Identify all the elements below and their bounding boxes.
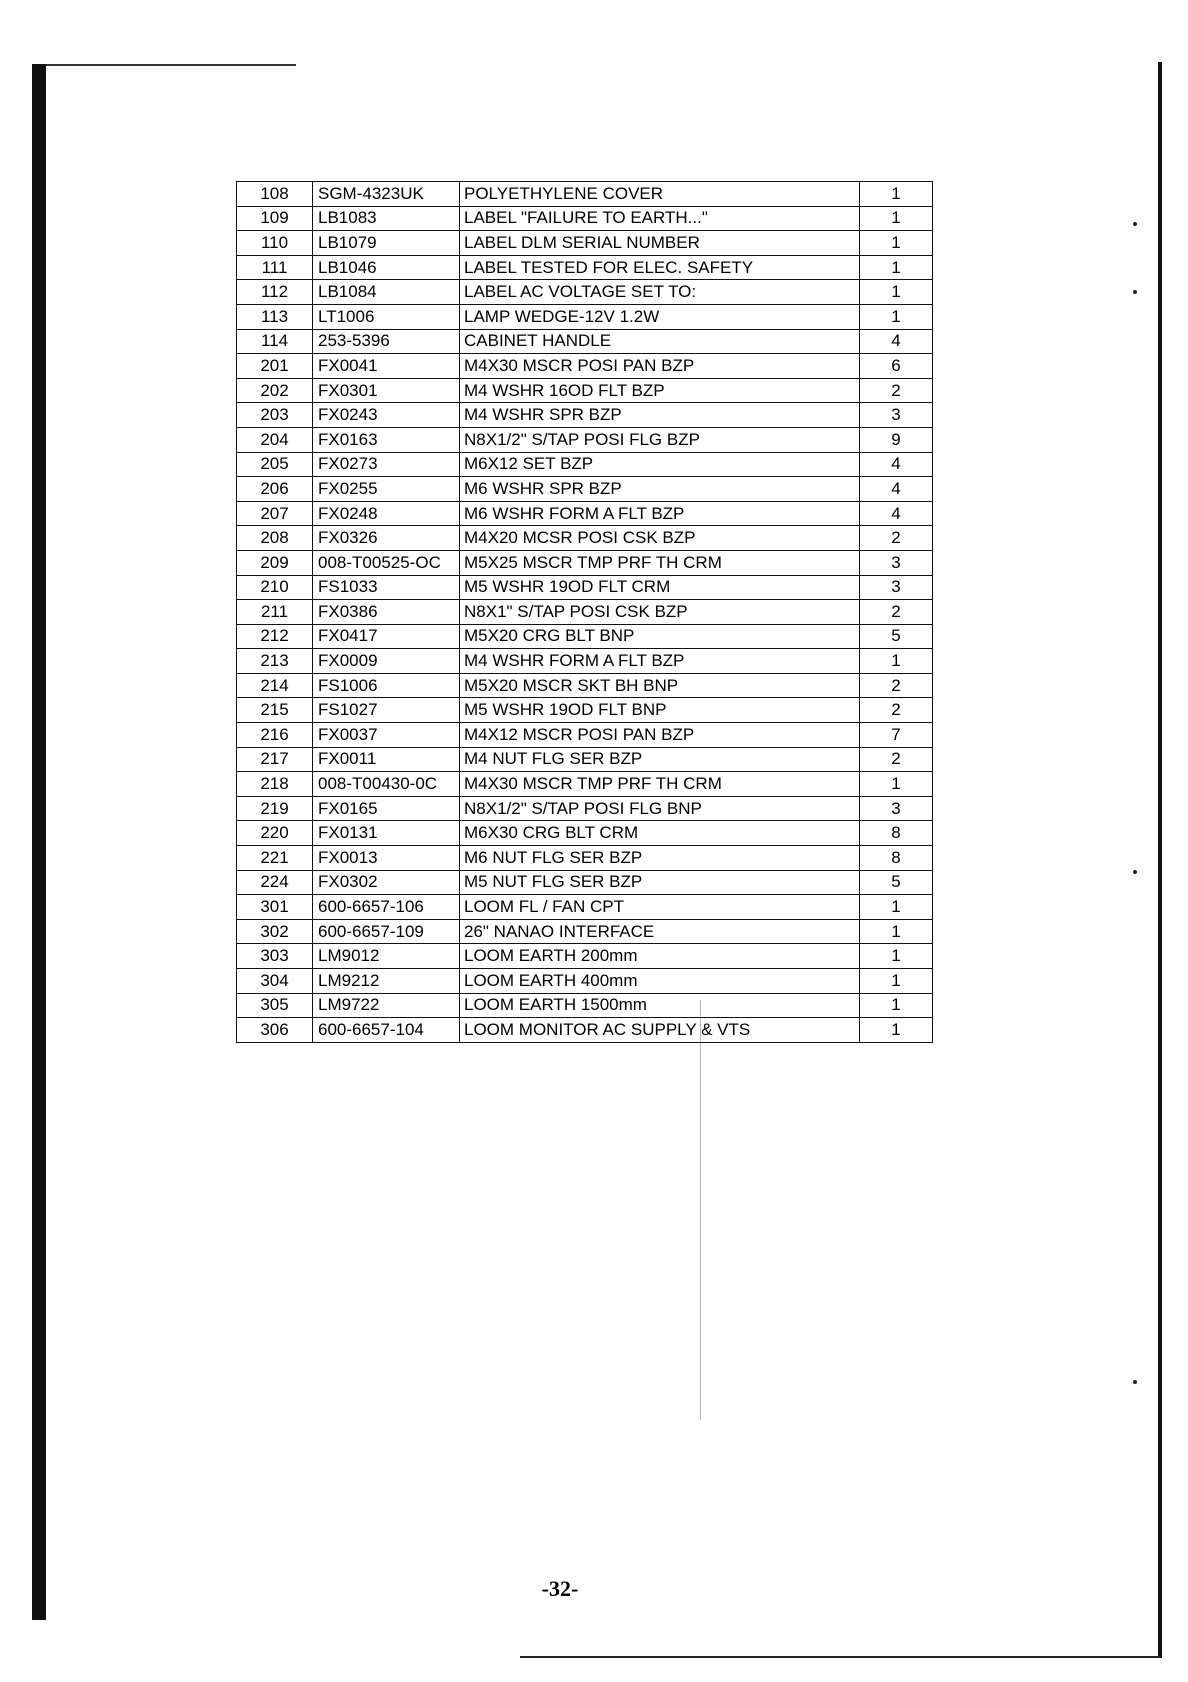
- description-cell: M6 WSHR SPR BZP: [460, 477, 860, 502]
- part-number-cell: SGM-4323UK: [313, 182, 460, 207]
- table-row: [237, 895, 933, 920]
- description-cell: M4 WSHR FORM A FLT BZP: [460, 649, 860, 674]
- description-cell: M6X30 CRG BLT CRM: [460, 821, 860, 846]
- table-row: [237, 600, 933, 625]
- table-row: [237, 796, 933, 821]
- quantity-cell: 1: [860, 231, 933, 256]
- table-row: [237, 673, 933, 698]
- table-row: [237, 969, 933, 994]
- item-number-cell: 207: [237, 501, 313, 526]
- table-row: [237, 944, 933, 969]
- part-number-cell: FX0255: [313, 477, 460, 502]
- part-number-cell: FX0386: [313, 600, 460, 625]
- description-cell: LABEL TESTED FOR ELEC. SAFETY: [460, 255, 860, 280]
- item-number-cell: 205: [237, 452, 313, 477]
- table-row: [237, 329, 933, 354]
- description-cell: POLYETHYLENE COVER: [460, 182, 860, 207]
- description-cell: LOOM MONITOR AC SUPPLY & VTS: [460, 1018, 860, 1043]
- table-row: [237, 427, 933, 452]
- description-cell: N8X1" S/TAP POSI CSK BZP: [460, 600, 860, 625]
- description-cell: M4X30 MSCR TMP PRF TH CRM: [460, 772, 860, 797]
- item-number-cell: 110: [237, 231, 313, 256]
- scan-top-edge: [46, 64, 296, 66]
- quantity-cell: 2: [860, 673, 933, 698]
- quantity-cell: 1: [860, 255, 933, 280]
- scan-speck: [1133, 290, 1137, 294]
- item-number-cell: 305: [237, 993, 313, 1018]
- description-cell: M4X12 MSCR POSI PAN BZP: [460, 723, 860, 748]
- description-cell: M5X20 CRG BLT BNP: [460, 624, 860, 649]
- quantity-cell: 1: [860, 895, 933, 920]
- item-number-cell: 215: [237, 698, 313, 723]
- description-cell: M5 WSHR 19OD FLT BNP: [460, 698, 860, 723]
- scan-speck: [1133, 222, 1137, 226]
- item-number-cell: 224: [237, 870, 313, 895]
- part-number-cell: LT1006: [313, 304, 460, 329]
- page-number: -32-: [541, 1576, 579, 1601]
- description-cell: N8X1/2" S/TAP POSI FLG BNP: [460, 796, 860, 821]
- quantity-cell: 2: [860, 747, 933, 772]
- part-number-cell: FX0011: [313, 747, 460, 772]
- table-row: [237, 501, 933, 526]
- table-row: [237, 280, 933, 305]
- scan-speck: [1133, 870, 1137, 874]
- table-row: [237, 550, 933, 575]
- part-number-cell: FX0009: [313, 649, 460, 674]
- description-cell: M4 WSHR 16OD FLT BZP: [460, 378, 860, 403]
- quantity-cell: 5: [860, 870, 933, 895]
- item-number-cell: 217: [237, 747, 313, 772]
- part-number-cell: FX0302: [313, 870, 460, 895]
- quantity-cell: 2: [860, 378, 933, 403]
- table-row: [237, 747, 933, 772]
- quantity-cell: 2: [860, 526, 933, 551]
- part-number-cell: LM9722: [313, 993, 460, 1018]
- item-number-cell: 221: [237, 846, 313, 871]
- item-number-cell: 218: [237, 772, 313, 797]
- scan-right-edge: [1158, 62, 1162, 1658]
- item-number-cell: 202: [237, 378, 313, 403]
- parts-list-body: [237, 182, 933, 1043]
- item-number-cell: 209: [237, 550, 313, 575]
- part-number-cell: FX0037: [313, 723, 460, 748]
- description-cell: 26" NANAO INTERFACE: [460, 919, 860, 944]
- description-cell: N8X1/2" S/TAP POSI FLG BZP: [460, 427, 860, 452]
- part-number-cell: FX0013: [313, 846, 460, 871]
- description-cell: M5 NUT FLG SER BZP: [460, 870, 860, 895]
- table-row: [237, 378, 933, 403]
- table-row: [237, 255, 933, 280]
- part-number-cell: LB1079: [313, 231, 460, 256]
- item-number-cell: 216: [237, 723, 313, 748]
- quantity-cell: 1: [860, 280, 933, 305]
- table-row: [237, 452, 933, 477]
- table-row: [237, 624, 933, 649]
- quantity-cell: 2: [860, 600, 933, 625]
- description-cell: LABEL AC VOLTAGE SET TO:: [460, 280, 860, 305]
- table-row: [237, 846, 933, 871]
- quantity-cell: 1: [860, 944, 933, 969]
- table-row: [237, 354, 933, 379]
- part-number-cell: LB1084: [313, 280, 460, 305]
- quantity-cell: 9: [860, 427, 933, 452]
- quantity-cell: 1: [860, 919, 933, 944]
- scan-bottom-edge: [520, 1656, 1160, 1658]
- quantity-cell: 5: [860, 624, 933, 649]
- quantity-cell: 3: [860, 575, 933, 600]
- item-number-cell: 108: [237, 182, 313, 207]
- part-number-cell: LM9212: [313, 969, 460, 994]
- quantity-cell: 1: [860, 304, 933, 329]
- scan-fold-line: [700, 1000, 701, 1420]
- quantity-cell: 4: [860, 329, 933, 354]
- description-cell: CABINET HANDLE: [460, 329, 860, 354]
- table-row: [237, 526, 933, 551]
- item-number-cell: 213: [237, 649, 313, 674]
- part-number-cell: FX0165: [313, 796, 460, 821]
- parts-list-table: [236, 181, 933, 1043]
- quantity-cell: 6: [860, 354, 933, 379]
- quantity-cell: 4: [860, 501, 933, 526]
- item-number-cell: 210: [237, 575, 313, 600]
- description-cell: M5 WSHR 19OD FLT CRM: [460, 575, 860, 600]
- table-row: [237, 575, 933, 600]
- part-number-cell: 008-T00525-OC: [313, 550, 460, 575]
- description-cell: LAMP WEDGE-12V 1.2W: [460, 304, 860, 329]
- item-number-cell: 206: [237, 477, 313, 502]
- item-number-cell: 212: [237, 624, 313, 649]
- description-cell: LOOM EARTH 1500mm: [460, 993, 860, 1018]
- quantity-cell: 3: [860, 403, 933, 428]
- quantity-cell: 1: [860, 182, 933, 207]
- quantity-cell: 1: [860, 993, 933, 1018]
- item-number-cell: 211: [237, 600, 313, 625]
- item-number-cell: 113: [237, 304, 313, 329]
- quantity-cell: 4: [860, 452, 933, 477]
- table-row: [237, 919, 933, 944]
- part-number-cell: FS1027: [313, 698, 460, 723]
- item-number-cell: 219: [237, 796, 313, 821]
- table-row: [237, 477, 933, 502]
- quantity-cell: 8: [860, 821, 933, 846]
- part-number-cell: LB1046: [313, 255, 460, 280]
- table-row: [237, 1018, 933, 1043]
- table-row: [237, 698, 933, 723]
- description-cell: M5X25 MSCR TMP PRF TH CRM: [460, 550, 860, 575]
- table-row: [237, 649, 933, 674]
- table-row: [237, 993, 933, 1018]
- item-number-cell: 112: [237, 280, 313, 305]
- part-number-cell: LM9012: [313, 944, 460, 969]
- part-number-cell: FX0326: [313, 526, 460, 551]
- description-cell: M4 WSHR SPR BZP: [460, 403, 860, 428]
- table-row: [237, 403, 933, 428]
- quantity-cell: 1: [860, 206, 933, 231]
- part-number-cell: FX0163: [313, 427, 460, 452]
- item-number-cell: 111: [237, 255, 313, 280]
- item-number-cell: 208: [237, 526, 313, 551]
- quantity-cell: 1: [860, 772, 933, 797]
- part-number-cell: 600-6657-104: [313, 1018, 460, 1043]
- description-cell: LOOM EARTH 200mm: [460, 944, 860, 969]
- description-cell: M5X20 MSCR SKT BH BNP: [460, 673, 860, 698]
- part-number-cell: FX0417: [313, 624, 460, 649]
- item-number-cell: 303: [237, 944, 313, 969]
- scan-speck: [1133, 1380, 1137, 1384]
- table-row: [237, 182, 933, 207]
- table-row: [237, 304, 933, 329]
- quantity-cell: 3: [860, 550, 933, 575]
- quantity-cell: 1: [860, 649, 933, 674]
- part-number-cell: 600-6657-106: [313, 895, 460, 920]
- scan-left-edge: [32, 64, 46, 1620]
- part-number-cell: 008-T00430-0C: [313, 772, 460, 797]
- table-row: [237, 821, 933, 846]
- description-cell: LOOM EARTH 400mm: [460, 969, 860, 994]
- table-row: [237, 206, 933, 231]
- part-number-cell: FX0301: [313, 378, 460, 403]
- description-cell: M6 WSHR FORM A FLT BZP: [460, 501, 860, 526]
- description-cell: M6X12 SET BZP: [460, 452, 860, 477]
- quantity-cell: 1: [860, 1018, 933, 1043]
- quantity-cell: 8: [860, 846, 933, 871]
- description-cell: M6 NUT FLG SER BZP: [460, 846, 860, 871]
- description-cell: M4X30 MSCR POSI PAN BZP: [460, 354, 860, 379]
- quantity-cell: 3: [860, 796, 933, 821]
- item-number-cell: 304: [237, 969, 313, 994]
- description-cell: LOOM FL / FAN CPT: [460, 895, 860, 920]
- table-row: [237, 772, 933, 797]
- part-number-cell: FX0273: [313, 452, 460, 477]
- description-cell: M4 NUT FLG SER BZP: [460, 747, 860, 772]
- item-number-cell: 306: [237, 1018, 313, 1043]
- item-number-cell: 302: [237, 919, 313, 944]
- part-number-cell: 600-6657-109: [313, 919, 460, 944]
- table-row: [237, 870, 933, 895]
- quantity-cell: 4: [860, 477, 933, 502]
- quantity-cell: 7: [860, 723, 933, 748]
- part-number-cell: FS1006: [313, 673, 460, 698]
- description-cell: LABEL "FAILURE TO EARTH...": [460, 206, 860, 231]
- description-cell: M4X20 MCSR POSI CSK BZP: [460, 526, 860, 551]
- item-number-cell: 214: [237, 673, 313, 698]
- item-number-cell: 109: [237, 206, 313, 231]
- item-number-cell: 204: [237, 427, 313, 452]
- description-cell: LABEL DLM SERIAL NUMBER: [460, 231, 860, 256]
- item-number-cell: 201: [237, 354, 313, 379]
- item-number-cell: 301: [237, 895, 313, 920]
- item-number-cell: 114: [237, 329, 313, 354]
- part-number-cell: FX0248: [313, 501, 460, 526]
- table-row: [237, 231, 933, 256]
- part-number-cell: 253-5396: [313, 329, 460, 354]
- quantity-cell: 1: [860, 969, 933, 994]
- part-number-cell: FX0041: [313, 354, 460, 379]
- part-number-cell: FX0131: [313, 821, 460, 846]
- part-number-cell: LB1083: [313, 206, 460, 231]
- part-number-cell: FS1033: [313, 575, 460, 600]
- table-row: [237, 723, 933, 748]
- quantity-cell: 2: [860, 698, 933, 723]
- part-number-cell: FX0243: [313, 403, 460, 428]
- item-number-cell: 220: [237, 821, 313, 846]
- item-number-cell: 203: [237, 403, 313, 428]
